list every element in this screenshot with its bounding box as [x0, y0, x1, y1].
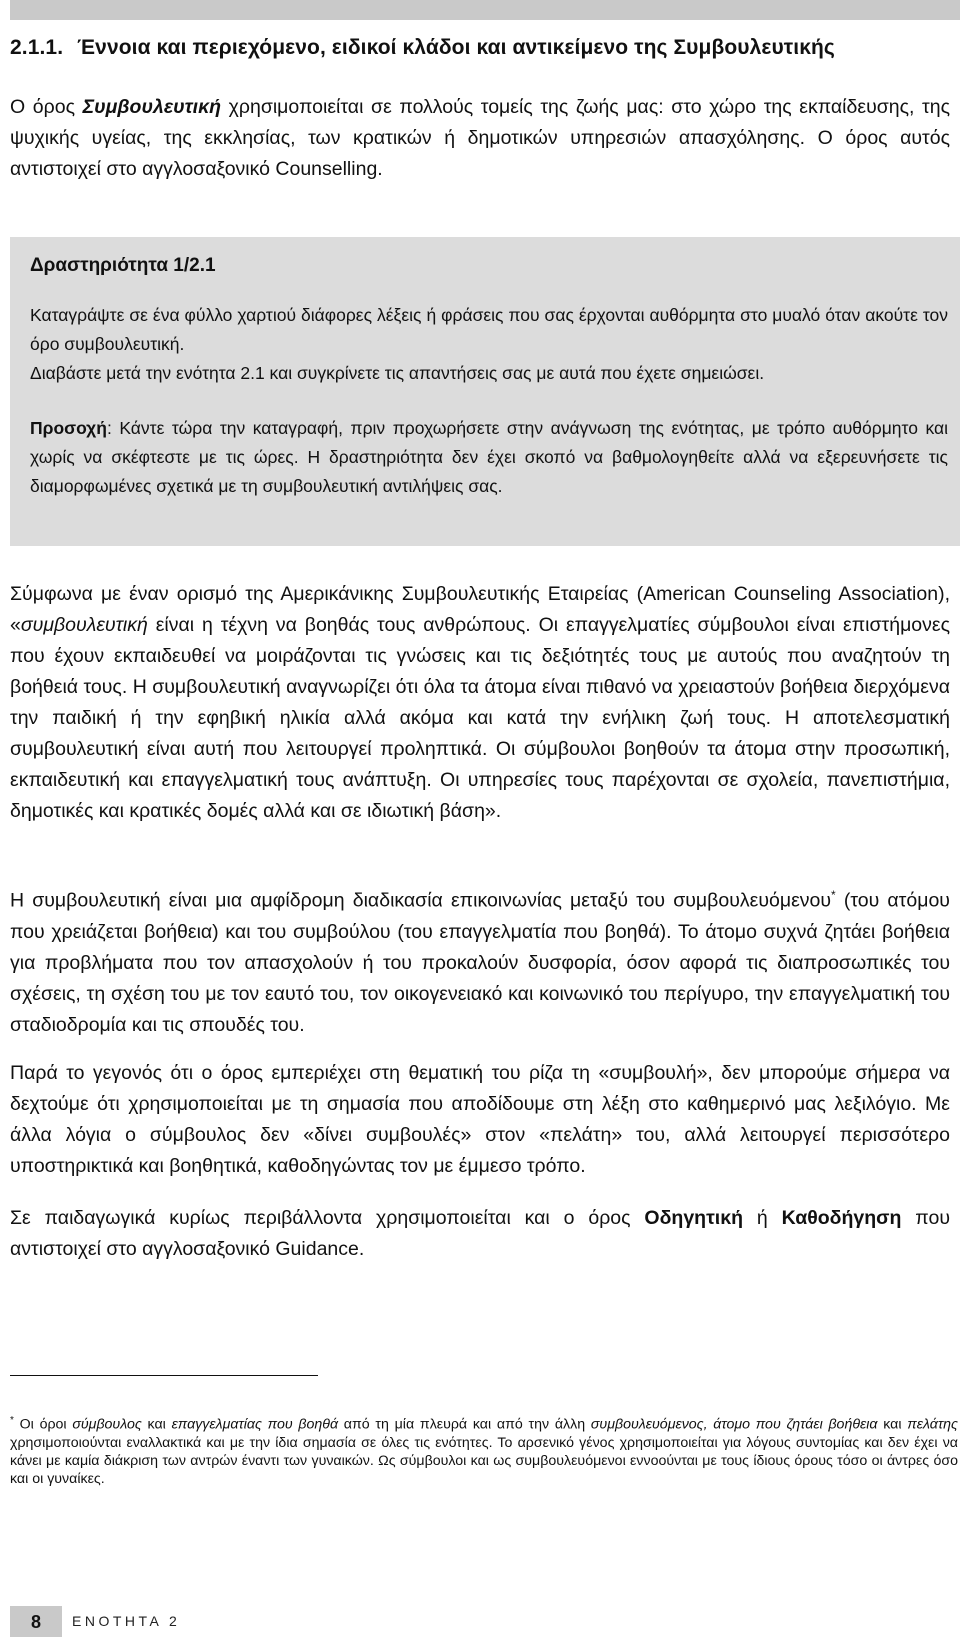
activity-box — [10, 237, 960, 546]
intro-text-1: Ο όρος — [10, 96, 83, 118]
footer-section-label: ΕΝΟΤΗΤΑ 2 — [72, 1613, 181, 1629]
p3-text-2: (του ατόμου που χρειάζεται βοήθεια) και του συμβούλου (του επαγγελματία που βοηθά). Το άτομο συχνά ζητάει βοήθεια για προβλήματα που τον απασχολούν ή του προκαλούν δυσφορία, όσον αφορά τις διαπροσωπικές του σχέσεις, τη σχέση του με τον εαυτό του, τον οικογενειακό και κοινωνικό του περίγυρο, την επαγγελματική του σταδιοδρομία και τις σπουδές του. — [10, 889, 950, 1036]
intro-text-2: χρησιμοποιείται σε πολλούς τομείς της ζωής μας: στο χώρο της εκπαίδευσης, της ψυχικής υγείας, της εκκλησίας, των κρατικών ή δημοτικών υπηρεσιών απασχόλησης. Ο όρος αυτός αντιστοιχεί στο αγγλοσαξονικό Counselling. — [10, 96, 951, 180]
advice-paragraph: Παρά το γεγονός ότι ο όρος εμπεριέχει στη θεματική του ρίζα τη «συμβουλή», δεν μπορούμε σήμερα να δεχτούμε ότι χρησιμοποιείται με τη σημασία που αποδίδουμε στη λέξη στο καθημερινό μας λεξιλόγιο. Με άλλα λόγια ο σύμβουλος δεν «δίνει συμβουλές» στον «πελάτη» του, αλλά λειτουργεί περισσότερο υποστηρικτικά και βοηθητικά, καθοδηγώντας τον με έμμεσο τρόπο. — [10, 1062, 950, 1177]
fn-text-3: από τη μία πλευρά και από την άλλη — [338, 1416, 591, 1433]
p3-text-1: Η συμβουλευτική είναι μια αμφίδρομη διαδικασία επικοινωνίας μεταξύ του συμβουλευόμενου — [10, 889, 832, 912]
header-bar — [10, 0, 960, 20]
fn-italic-3: συμβουλευόμενος, άτομο που ζητάει βοήθεια — [590, 1416, 878, 1433]
fn-italic-1: σύμβουλος — [72, 1416, 142, 1433]
process-paragraph — [10, 880, 950, 1041]
definition-paragraph — [10, 579, 950, 827]
p5-term-2: Καθοδήγηση — [781, 1207, 902, 1229]
footnote-marker: * — [831, 888, 836, 902]
activity-attention — [30, 414, 948, 501]
fn-italic-4: πελάτης — [907, 1416, 958, 1433]
attention-text: : Κάντε τώρα την καταγραφή, πριν προχωρήσετε στην ανάγνωση της ενότητας, με τρόπο αυθόρμητο και χωρίς να σκέφτεστε με τις ώρες. Η δραστηριότητα δεν έχει σκοπό να βαθμολογηθείτε αλλά να εξερευνήσετε τις διαμορφωμένες σχετικά με τη συμβουλευτική αντιλήψεις σας. — [30, 418, 948, 496]
p5-text-2: ή — [743, 1207, 782, 1229]
footnote — [10, 1412, 958, 1488]
section-title: Έννοια και περιεχόμενο, ειδικοί κλάδοι και αντικείμενο της Συμβουλευτικής — [77, 36, 835, 59]
p5-term-1: Οδηγητική — [644, 1207, 743, 1229]
section-heading — [10, 36, 950, 60]
activity-title: Δραστηριότητα 1/2.1 — [30, 255, 216, 276]
p2-text-1: Σύμφωνα με έναν ορισμό της Αμερικάνικης Συμβουλευτικής Εταιρείας (American Counseling Association), « — [10, 583, 950, 636]
footnote-mark: * — [10, 1415, 14, 1426]
activity-instruction-2: Διαβάστε μετά την ενότητα 2.1 και συγκρίνετε τις απαντήσεις σας με αυτά που έχετε σημειώσει. — [30, 363, 765, 383]
p5-text-1: Σε παιδαγωγικά κυρίως περιβάλλοντα χρησιμοποιείται και ο όρος — [10, 1207, 645, 1229]
fn-text-2: και — [141, 1416, 172, 1433]
activity-instruction-1: Καταγράψτε σε ένα φύλλο χαρτιού διάφορες λέξεις ή φράσεις που σας έρχονται αυθόρμητα στο μυαλό όταν ακούτε τον όρο συμβουλευτική. — [30, 305, 948, 354]
fn-text-1: Οι όροι — [13, 1416, 73, 1433]
intro-paragraph — [10, 92, 950, 185]
p5-text-3: που αντιστοιχεί στο αγγλοσαξονικό Guidance. — [10, 1207, 950, 1260]
fn-text-5: χρησιμοποιούνται εναλλακτικά και με την ίδια σημασία σε όλες τις ενότητες. Το αρσενικό γένος χρησιμοποιείται για λόγους συντομίας και δεν έχει να κάνει με καμία διάκριση των αντρών έναντι των γυναικών. Ως σύμβουλοι και ως συμβουλευόμενοι εννοούνται με τους ίδιους όρους τόσο οι άντρες όσο και οι γυναίκες. — [10, 1434, 958, 1487]
guidance-paragraph — [10, 1203, 950, 1265]
page-number: 8 — [10, 1606, 62, 1637]
fn-text-4: και — [877, 1416, 908, 1433]
fn-italic-2: επαγγελματίας που βοηθά — [171, 1416, 339, 1433]
attention-label: Προσοχή — [30, 418, 107, 438]
page-footer — [10, 1606, 410, 1637]
section-number: 2.1.1. — [10, 36, 64, 59]
p2-text-2: είναι η τέχνη να βοηθάς τους ανθρώπους. Οι επαγγελματίες σύμβουλοι είναι επιστήμονες που έχουν εκπαιδευθεί να μοιράζονται τις γνώσεις και τις δεξιότητές τους με αυτούς που αναζητούν τη βοήθειά τους. Η συμβουλευτική αναγνωρίζει ότι όλα τα άτομα είναι πιθανό να χρειαστούν βοήθεια διερχόμενα την παιδική ή την εφηβική ηλικία αλλά ακόμα και κατά την ενήλικη ζωή τους. Η αποτελεσματική συμβουλευτική είναι αυτή που λειτουργεί προληπτικά. Οι σύμβουλοι βοηθούν τα άτομα στην προσωπική, εκπαιδευτική και επαγγελματική τους ανάπτυξη. Οι υπηρεσίες τους παρέχονται σε σχολεία, πανεπιστήμια, δημοτικές και κρατικές δομές αλλά και σε ιδιωτική βάση». — [10, 614, 950, 822]
p2-term: συμβουλευτική — [20, 614, 148, 636]
intro-term: Συμβουλευτική — [82, 96, 222, 118]
footnote-divider — [10, 1375, 318, 1376]
